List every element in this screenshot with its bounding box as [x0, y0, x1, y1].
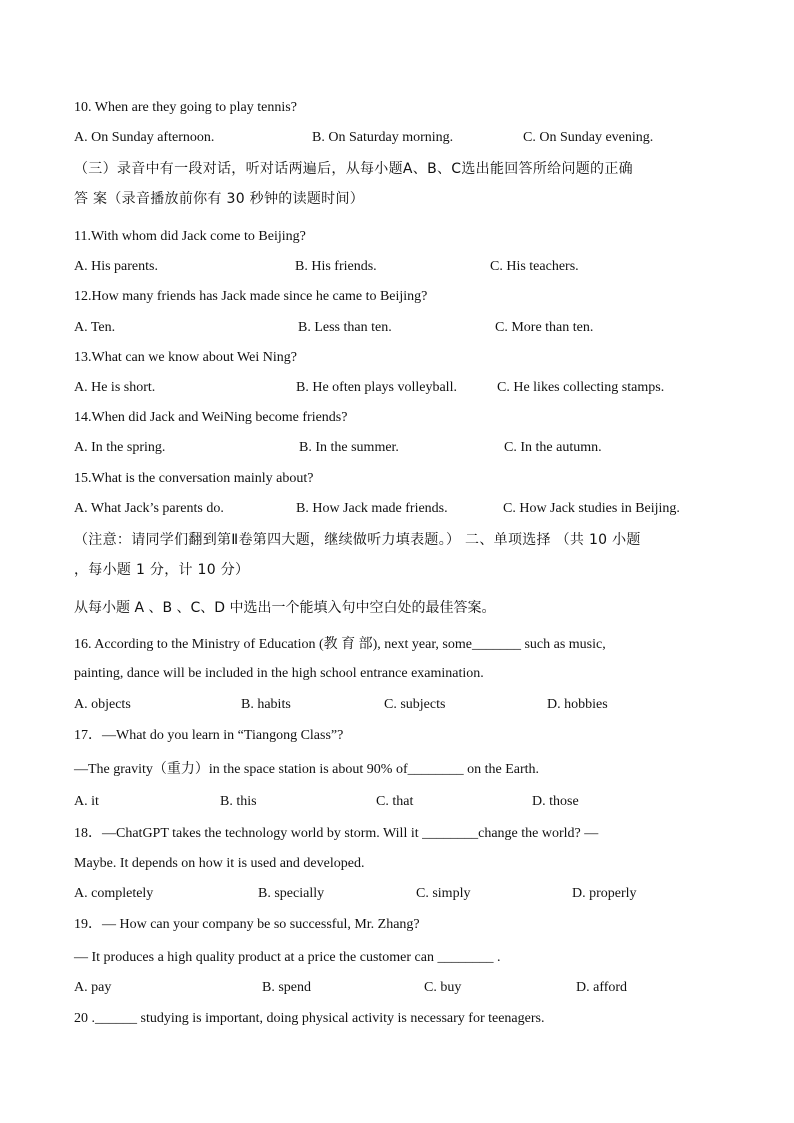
q15-option-b: B. How Jack made friends. [296, 501, 448, 516]
q14-option-a: A. In the spring. [74, 440, 166, 455]
q18-option-d: D. properly [572, 886, 637, 901]
q18-option-a: A. completely [74, 886, 154, 901]
q13-option-a: A. He is short. [74, 380, 156, 395]
q10-option-c: C. On Sunday evening. [523, 130, 654, 145]
q16-option-c: C. subjects [384, 697, 446, 712]
q12-option-c: C. More than ten. [495, 320, 594, 335]
question-17-line-2: —The gravity（重力）in the space station is about 90% of________ on the Earth. [74, 762, 540, 777]
q17-option-d: D. those [532, 794, 579, 809]
q16-option-b: B. habits [241, 697, 291, 712]
q16-option-d: D. hobbies [547, 697, 608, 712]
section-3-instructions [74, 154, 724, 214]
question-18-line-1: 18．—ChatGPT takes the technology world by storm. Will it ________change the world? — [74, 826, 599, 841]
q13-option-c: C. He likes collecting stamps. [497, 380, 665, 395]
q14-option-c: C. In the autumn. [504, 440, 602, 455]
q17-option-a: A. it [74, 794, 99, 809]
question-12: 12.How many friends has Jack made since he came to Beijing? [74, 289, 428, 304]
notice-line-1: （注意：请同学们翻到第Ⅱ卷第四大题，继续做听力填表题。） 二、单项选择 （共 10 小题 [74, 532, 641, 548]
question-20-line-1: 20 .______ studying is important, doing physical activity is necessary for teenagers. [74, 1011, 545, 1026]
q19-option-c: C. buy [424, 980, 462, 995]
q11-option-b: B. His friends. [295, 259, 377, 274]
q18-option-c: C. simply [416, 886, 471, 901]
q16-option-a: A. objects [74, 697, 131, 712]
q15-option-a: A. What Jack’s parents do. [74, 501, 224, 516]
section-3-line-2: 答 案（录音播放前你有 30 秒钟的读题时间） [74, 191, 365, 207]
q12-option-b: B. Less than ten. [298, 320, 392, 335]
question-15: 15.What is the conversation mainly about? [74, 471, 314, 486]
question-13: 13.What can we know about Wei Ning? [74, 350, 297, 365]
q19-option-a: A. pay [74, 980, 112, 995]
q17-option-b: B. this [220, 794, 257, 809]
q19-option-b: B. spend [262, 980, 311, 995]
notice-line-2: ，每小题 1 分，计 10 分） [74, 562, 250, 578]
question-18-line-2: Maybe. It depends on how it is used and developed. [74, 856, 365, 871]
q13-option-b: B. He often plays volleyball. [296, 380, 457, 395]
question-17-line-1: 17．—What do you learn in “Tiangong Class”? [74, 728, 344, 743]
question-16-line-2: painting, dance will be included in the high school entrance examination. [74, 666, 484, 681]
q11-option-c: C. His teachers. [490, 259, 579, 274]
question-16-line-1: 16. According to the Ministry of Education (教 育 部), next year, some_______ such as music, [74, 637, 606, 652]
q11-option-a: A. His parents. [74, 259, 158, 274]
q15-option-c: C. How Jack studies in Beijing. [503, 501, 680, 516]
q18-option-b: B. specially [258, 886, 325, 901]
question-14: 14.When did Jack and WeiNing become friends? [74, 410, 348, 425]
q10-option-a: A. On Sunday afternoon. [74, 130, 215, 145]
q12-option-a: A. Ten. [74, 320, 116, 335]
q19-option-d: D. afford [576, 980, 628, 995]
section-3-line-1: （三）录音中有一段对话，听对话两遍后，从每小题A、B、C选出能回答所给问题的正确 [74, 161, 633, 177]
q10-option-b: B. On Saturday morning. [312, 130, 454, 145]
question-19-line-1: 19．— How can your company be so successful, Mr. Zhang? [74, 917, 420, 932]
multiple-choice-instruction: 从每小题 A 、B 、C、D 中选出一个能填入句中空白处的最佳答案。 [74, 600, 496, 616]
question-11: 11.With whom did Jack come to Beijing? [74, 229, 306, 244]
q17-option-c: C. that [376, 794, 414, 809]
question-10: 10. When are they going to play tennis? [74, 100, 297, 115]
q14-option-b: B. In the summer. [299, 440, 399, 455]
question-19-line-2: — It produces a high quality product at a price the customer can ________ . [74, 950, 501, 965]
notice-section-2-heading [74, 525, 724, 585]
